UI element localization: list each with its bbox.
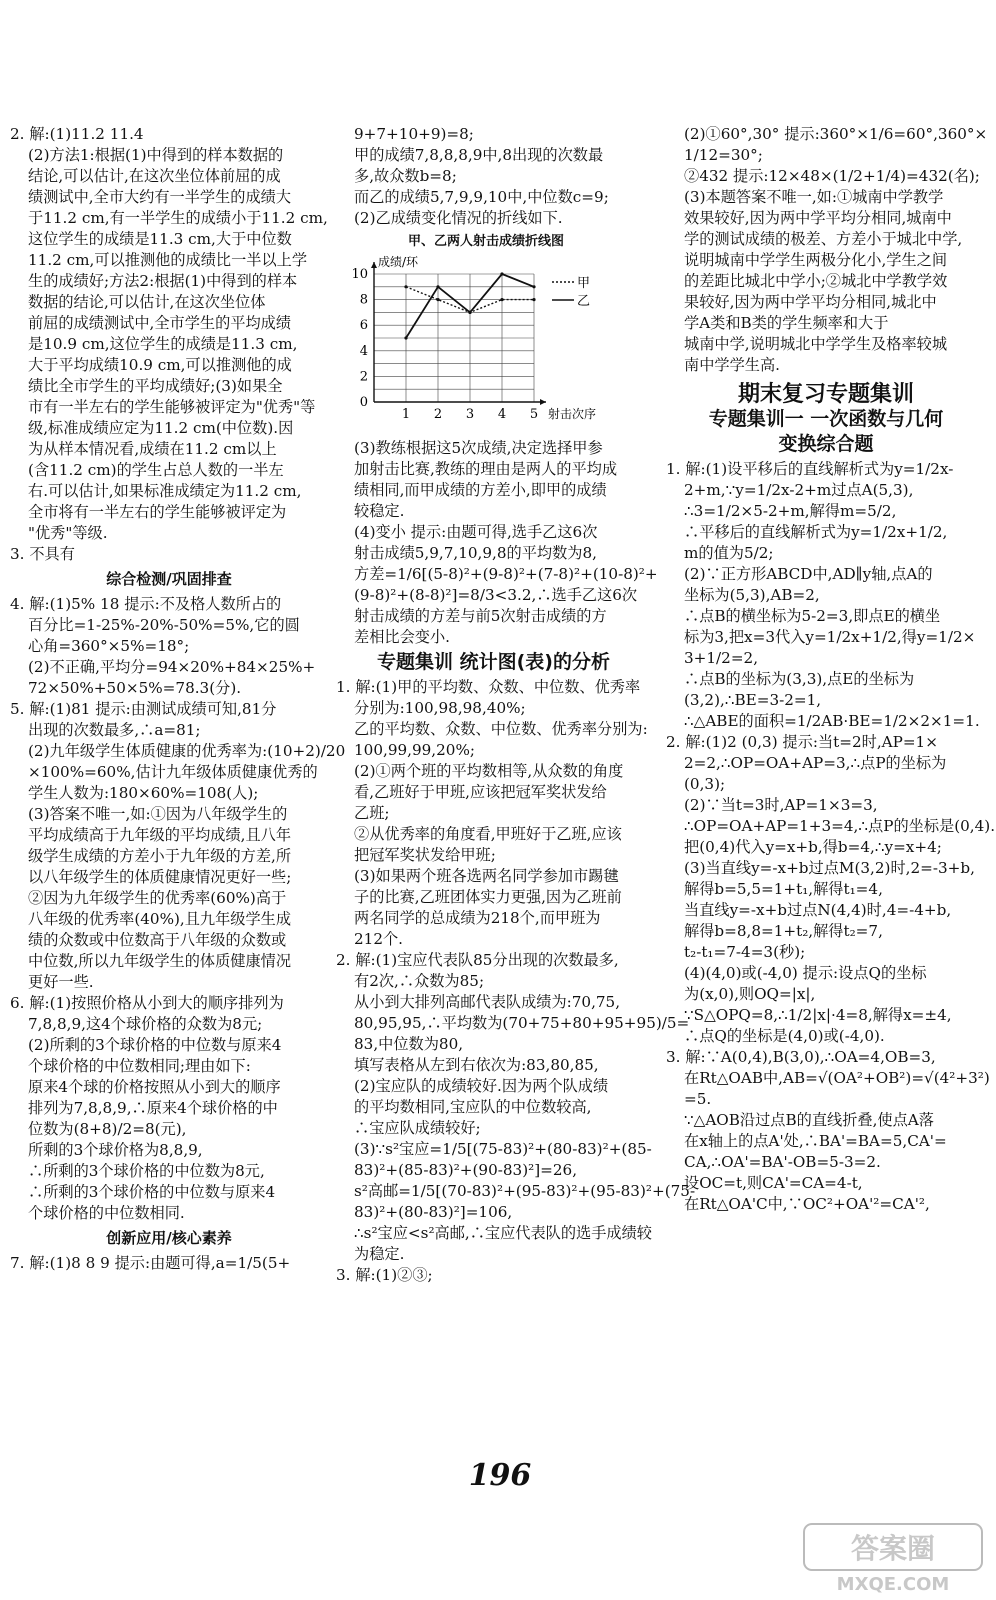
problem-line: 6. 解:(1)按照价格从小到大的顺序排列为 [10, 994, 284, 1012]
data-point [532, 285, 535, 288]
text-line: (3)∵s²宝应=1/5[(75-83)²+(80-83)²+(85- [354, 1140, 652, 1158]
data-point [532, 298, 535, 301]
text-line: 生的成绩好;方法2:根据(1)中得到的样本 [28, 272, 298, 290]
text-line: 11.2 cm,可以推测他的成绩比一半以上学 [28, 251, 308, 269]
text-line: 分别为:100,98,98,40%; [354, 699, 526, 717]
text-line: 在x轴上的点A'处,∴BA'=BA=5,CA'= [684, 1132, 947, 1150]
data-point [436, 298, 439, 301]
text-line: m的值为5/2; [684, 544, 774, 562]
text-line: 果较好,因为两中学平均分相同,城北中 [684, 293, 937, 311]
data-point [468, 311, 471, 314]
text-line: 全市将有一半左右的学生能够被评定为 [28, 503, 287, 521]
y-tick-label: 6 [359, 318, 368, 334]
text-line: (9-8)²+(8-8)²]=8/3<3.2,∴选手乙这6次 [354, 586, 638, 604]
text-line: 百分比=1-25%-20%-50%=5%,它的圆 [28, 616, 300, 634]
y-axis-arrow [371, 262, 377, 268]
chart-svg [336, 252, 636, 438]
problem-line: 5. 解:(1)81 提示:由测试成绩可知,81分 [10, 700, 277, 718]
data-point [404, 285, 407, 288]
subsection-heading: 创新应用/核心素养 [106, 1229, 232, 1247]
page-number: 196 [468, 1458, 532, 1493]
text-line: 在Rt△OAB中,AB=√(OA²+OB²)=√(4²+3²) [684, 1069, 990, 1087]
text-line: (2)宝应队的成绩较好.因为两个队成绩 [354, 1077, 609, 1095]
text-line: 的差距比城北中学小;②城北中学教学效 [684, 272, 948, 290]
text-line: (2)不正确,平均分=94×20%+84×25%+ [28, 658, 316, 676]
text-line: 为稳定. [354, 1245, 405, 1263]
text-line: 八年级的优秀率(40%),且九年级学生成 [28, 910, 292, 928]
column-left [10, 124, 346, 1274]
text-line: 乙班; [354, 804, 390, 822]
section-heading: 变换综合题 [778, 433, 874, 455]
text-line: ②432 提示:12×48×(1/2+1/4)=432(名); [684, 167, 980, 185]
text-line: (4)(4,0)或(-4,0) 提示:设点Q的坐标 [684, 964, 927, 982]
text-line: 学A类和B类的学生频率和大于 [684, 314, 889, 332]
y-axis-label: 成绩/环 [378, 255, 419, 269]
text-line: ∴OP=OA+AP=1+3=4,∴点P的坐标是(0,4). [684, 817, 996, 835]
problem-line: 2. 解:(1)2 (0,3) 提示:当t=2时,AP=1× [666, 733, 938, 751]
text-line: 把(0,4)代入y=x+b,得b=4,∴y=x+4; [684, 838, 942, 856]
text-line: 而乙的成绩5,7,9,9,10中,中位数c=9; [354, 188, 609, 206]
text-line: 加射击比赛,教练的理由是两人的平均成 [354, 460, 618, 478]
text-line: 绩的众数或中位数高于八年级的众数或 [28, 931, 287, 949]
text-line: 多,故众数b=8; [354, 167, 457, 185]
y-tick-label: 0 [359, 395, 368, 410]
x-tick-label: 3 [465, 407, 475, 422]
text-line: 城南中学,说明城北中学学生及格率较城 [684, 335, 948, 353]
legend-label: 甲 [577, 276, 591, 291]
text-line: ∵S△OPQ=8,∴1/2|x|·4=8,解得x=±4, [684, 1006, 952, 1024]
text-line: 个球价格的中位数相同;理由如下: [28, 1057, 251, 1075]
text-line: 出现的次数最多,∴a=81; [28, 721, 201, 739]
text-line: =5. [684, 1090, 712, 1108]
text-line: (2)①60°,30° 提示:360°×1/6=60°,360°× [684, 125, 988, 143]
text-line: 说明城南中学学生两极分化小,学生之间 [684, 251, 948, 269]
text-line: (4)变小 提示:由题可得,选手乙这6次 [354, 523, 598, 541]
text-line: (2)∵正方形ABCD中,AD∥y轴,点A的 [684, 565, 933, 583]
text-line: 坐标为(5,3),AB=2, [684, 586, 820, 604]
text-line: 较稳定. [354, 502, 405, 520]
text-line: "优秀"等级. [28, 524, 108, 542]
chapter-heading: 期末复习专题集训 [737, 382, 914, 407]
text-line: 标为3,把x=3代入y=1/2x+1/2,得y=1/2× [684, 628, 976, 646]
text-line: 为从样本情况看,成绩在11.2 cm以上 [28, 440, 277, 458]
text-line: 心角=360°×5%=18°; [28, 637, 190, 655]
text-line: (2)乙成绩变化情况的折线如下. [354, 209, 563, 227]
problem-line: 7. 解:(1)8 8 9 提示:由题可得,a=1/5(5+ [10, 1254, 291, 1272]
text-line: 83)²+(85-83)²+(90-83)²]=26, [354, 1161, 578, 1179]
text-line: (0,3); [684, 775, 726, 793]
text-line: 位数为(8+8)/2=8(元), [28, 1120, 187, 1138]
text-line: 乙的平均数、众数、中位数、优秀率分别为: [354, 720, 648, 738]
problem-line: 3. 解:(1)②③; [336, 1266, 433, 1284]
y-tick-label: 2 [359, 369, 368, 385]
data-point [404, 336, 407, 339]
text-line: 解得b=5,5=1+t₁,解得t₁=4, [684, 880, 883, 898]
text-line: 72×50%+50×5%=78.3(分). [28, 679, 242, 697]
text-line: 级,标准成绩应定为11.2 cm(中位数).因 [28, 419, 294, 437]
y-tick-label: 10 [351, 267, 368, 282]
text-line: 中位数,所以九年级学生的体质健康情况 [28, 952, 292, 970]
text-line: (2)所剩的3个球价格的中位数与原来4 [28, 1036, 282, 1054]
data-point [500, 298, 503, 301]
text-line: ∴s²宝应<s²高邮,∴宝应代表队的选手成绩较 [354, 1224, 652, 1242]
text-line: 9+7+10+9)=8; [354, 125, 474, 143]
text-line: 射击成绩的方差与前5次射击成绩的方 [354, 607, 607, 625]
text-line: CA,∴OA'=BA'-OB=5-3=2. [684, 1153, 881, 1171]
text-line: 解得b=8,8=1+t₂,解得t₂=7, [684, 922, 883, 940]
text-line: 学生人数为:180×60%=108(人); [28, 784, 259, 802]
text-line: 于11.2 cm,有一半学生的成绩小于11.2 cm, [28, 209, 328, 227]
text-line: (3,2),∴BE=3-2=1, [684, 691, 822, 709]
chart-title: 甲、乙两人射击成绩折线图 [407, 234, 564, 249]
text-line: ∴宝应队成绩较好; [354, 1119, 481, 1137]
text-line: 为(x,0),则OQ=|x|, [684, 985, 816, 1003]
column-middle-bottom [336, 438, 696, 1286]
text-line: 数据的结论,可以估计,在这次坐位体 [28, 293, 266, 311]
text-line: (含11.2 cm)的学生占总人数的一半左 [28, 461, 284, 479]
text-line: (3)教练根据这5次成绩,决定选择甲参 [354, 439, 603, 457]
text-line: 80,95,95,∴平均数为(70+75+80+95+95)/5= [354, 1014, 690, 1032]
x-tick-label: 1 [401, 407, 411, 422]
text-line: 绩相同,而甲成绩的方差小,即甲的成绩 [354, 481, 607, 499]
text-line: ②从优秀率的角度看,甲班好于乙班,应该 [354, 825, 622, 843]
x-tick-label: 4 [497, 407, 507, 422]
watermark-logo [800, 1520, 986, 1596]
text-line: ②因为九年级学生的优秀率(60%)高于 [28, 889, 287, 907]
problem-line: 4. 解:(1)5% 18 提示:不及格人数所占的 [10, 595, 282, 613]
text-line: 前屈的成绩测试中,全市学生的平均成绩 [28, 314, 292, 332]
x-axis-label: 射击次序 [548, 407, 597, 421]
text-line: 2+m,∵y=1/2x-2+m过点A(5,3), [684, 481, 914, 499]
text-line: 当直线y=-x+b过点N(4,4)时,4=-4+b, [684, 901, 952, 919]
text-line: ×100%=60%,估计九年级体质健康优秀的 [28, 763, 318, 781]
text-line: (3)如果两个班各选两名同学参加市踢毽 [354, 867, 619, 885]
text-line: ∴所剩的3个球价格的中位数为8元, [28, 1162, 265, 1180]
text-line: (2)九年级学生体质健康的优秀率为:(10+2)/20 [28, 742, 346, 760]
text-line: 212个. [354, 930, 404, 948]
section-heading: 专题集训一 一次函数与几何 [708, 408, 944, 430]
text-line: ∴所剩的3个球价格的中位数与原来4 [28, 1183, 276, 1201]
text-line: 学的测试成绩的极差、方差小于城北中学, [684, 230, 963, 248]
y-tick-label: 8 [359, 292, 368, 308]
text-line: 这位学生的成绩是11.3 cm,大于中位数 [28, 230, 292, 248]
text-line: 个球价格的中位数相同. [28, 1204, 185, 1222]
text-line: 大于平均成绩10.9 cm,可以推测他的成 [28, 356, 292, 374]
text-line: ∴3=1/2×5-2+m,解得m=5/2, [684, 502, 897, 520]
x-tick-label: 5 [529, 407, 539, 422]
score-line-chart [336, 231, 636, 436]
text-line: 两名同学的总成绩为218个,而甲班为 [354, 909, 601, 927]
text-line: 设OC=t,则CA'=CA=4-t, [684, 1174, 863, 1192]
text-line: 所剩的3个球价格为8,8,9, [28, 1141, 203, 1159]
text-line: (3)当直线y=-x+b过点M(3,2)时,2=-3+b, [684, 859, 975, 877]
problem-line: 1. 解:(1)甲的平均数、众数、中位数、优秀率 [336, 678, 641, 696]
subsection-heading: 综合检测/巩固排查 [106, 570, 232, 588]
text-line: ∴点B的横坐标为5-2=3,即点E的横坐 [684, 607, 941, 625]
text-line: ∴平移后的直线解析式为y=1/2x+1/2, [684, 523, 948, 541]
text-line: 差相比会变小. [354, 628, 450, 646]
text-line: 绩比全市学生的平均成绩好;(3)如果全 [28, 377, 283, 395]
column-middle-top [336, 124, 651, 229]
text-line: ∴点B的坐标为(3,3),点E的坐标为 [684, 670, 915, 688]
text-line: 100,99,99,20%; [354, 741, 475, 759]
text-line: 排列为7,8,8,9,∴原来4个球价格的中 [28, 1099, 278, 1117]
text-line: 83,中位数为80, [354, 1035, 464, 1053]
text-line: 结论,可以估计,在这次坐位体前屈的成 [28, 167, 281, 185]
text-line: 平均成绩高于九年级的平均成绩,且八年 [28, 826, 292, 844]
text-line: 原来4个球的价格按照从小到大的顺序 [28, 1078, 281, 1096]
text-line: 看,乙班好于甲班,应该把冠军奖状发给 [354, 783, 607, 801]
text-line: 有2次,∴众数为85; [354, 972, 485, 990]
problem-line: 3. 解:∵A(0,4),B(3,0),∴OA=4,OB=3, [666, 1048, 936, 1066]
text-line: 83)²+(80-83)²]=106, [354, 1203, 513, 1221]
text-line: 把冠军奖状发给甲班; [354, 846, 496, 864]
column-middle [336, 124, 696, 1286]
legend-label: 乙 [577, 294, 591, 309]
text-line: 填写表格从左到右依次为:83,80,85, [354, 1056, 599, 1074]
text-line: (3)本题答案不唯一,如:①城南中学教学 [684, 188, 944, 206]
text-line: 更好一些. [28, 973, 94, 991]
text-line: (2)①两个班的平均数相等,从众数的角度 [354, 762, 624, 780]
text-line: 1/12=30°; [684, 146, 763, 164]
section-heading: 专题集训 统计图(表)的分析 [377, 651, 610, 673]
text-line: t₂-t₁=7-4=3(秒); [684, 943, 806, 961]
svg-text:MXQE.COM: MXQE.COM [836, 1574, 950, 1595]
text-line: 7,8,8,9,这4个球价格的众数为8元; [28, 1015, 263, 1033]
text-line: 从小到大排列高邮代表队成绩为:70,75, [354, 993, 621, 1011]
text-line: 方差=1/6[(5-8)²+(9-8)²+(7-8)²+(10-8)²+ [354, 565, 658, 583]
problem-line: 2. 解:(1)11.2 11.4 [10, 125, 144, 143]
problem-line: 2. 解:(1)宝应代表队85分出现的次数最多, [336, 951, 619, 969]
text-line: 2=2,∴OP=OA+AP=3,∴点P的坐标为 [684, 754, 947, 772]
text-line: s²高邮=1/5[(70-83)²+(95-83)²+(95-83)²+(75- [354, 1182, 696, 1200]
text-line: ∵△AOB沿过点B的直线折叠,使点A落 [684, 1111, 934, 1129]
text-line: ∴点Q的坐标是(4,0)或(-4,0). [684, 1027, 885, 1045]
text-line: 子的比赛,乙班团体实力更强,因为乙班前 [354, 888, 622, 906]
text-line: 以八年级学生的体质健康情况更好一些; [28, 868, 292, 886]
text-line: 在Rt△OA'C中,∵OC²+OA'²=CA'², [684, 1195, 930, 1213]
data-point [500, 272, 503, 275]
y-tick-label: 4 [359, 343, 368, 359]
text-line: 绩测试中,全市大约有一半学生的成绩大 [28, 188, 292, 206]
text-line: 3+1/2=2, [684, 649, 759, 667]
text-line: 效果较好,因为两中学平均分相同,城南中 [684, 209, 952, 227]
problem-line: 1. 解:(1)设平移后的直线解析式为y=1/2x- [666, 460, 954, 478]
data-point [436, 285, 439, 288]
text-line: (2)方法1:根据(1)中得到的样本数据的 [28, 146, 284, 164]
x-tick-label: 2 [433, 407, 443, 422]
text-line: (2)∵当t=3时,AP=1×3=3, [684, 796, 878, 814]
text-line: 市有一半左右的学生能够被评定为"优秀"等 [28, 398, 316, 416]
text-line: 的平均数相同,宝应队的中位数较高, [354, 1098, 592, 1116]
text-line: (3)答案不唯一,如:①因为八年级学生的 [28, 805, 288, 823]
svg-text:答案圈: 答案圈 [850, 1532, 936, 1565]
text-line: 右.可以估计,如果标准成绩定为11.2 cm, [28, 482, 302, 500]
text-line: 甲的成绩7,8,8,8,9中,8出现的次数最 [354, 146, 604, 164]
text-line: 级学生成绩的方差小于九年级的方差,所 [28, 847, 292, 865]
column-right [666, 124, 996, 1215]
text-line: 是10.9 cm,这位学生的成绩是11.3 cm, [28, 335, 298, 353]
text-line: 南中学学生高. [684, 356, 780, 374]
text-line: 射击成绩5,9,7,10,9,8的平均数为8, [354, 544, 597, 562]
x-axis-arrow [540, 399, 546, 405]
text-line: ∴△ABE的面积=1/2AB·BE=1/2×2×1=1. [684, 712, 980, 730]
problem-line: 3. 不具有 [10, 545, 75, 563]
